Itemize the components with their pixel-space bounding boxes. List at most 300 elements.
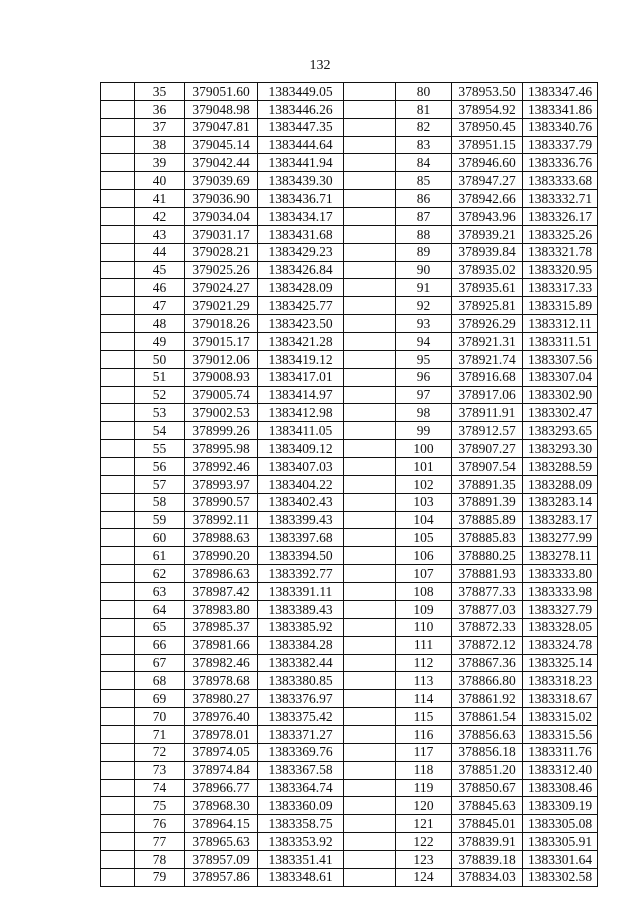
x-coordinate-cell: 379018.26	[185, 315, 258, 333]
blank-cell	[101, 833, 135, 851]
x-coordinate-cell: 378974.84	[185, 761, 258, 779]
blank-cell	[101, 190, 135, 208]
coordinate-table-right	[343, 82, 598, 887]
y-coordinate-cell: 1383426.84	[258, 261, 344, 279]
point-number-cell: 70	[135, 708, 185, 726]
x-coordinate-cell: 378985.37	[185, 618, 258, 636]
point-number-cell: 77	[135, 833, 185, 851]
point-number-cell: 52	[135, 386, 185, 404]
table-row	[344, 350, 598, 368]
table-row	[101, 565, 344, 583]
x-coordinate-cell: 378877.03	[452, 600, 523, 618]
point-number-cell: 85	[396, 172, 452, 190]
y-coordinate-cell: 1383411.05	[258, 422, 344, 440]
blank-cell	[344, 475, 396, 493]
table-row	[101, 636, 344, 654]
x-coordinate-cell: 378839.18	[452, 850, 523, 868]
point-number-cell: 120	[396, 797, 452, 815]
point-number-cell: 104	[396, 511, 452, 529]
y-coordinate-cell: 1383325.14	[523, 654, 598, 672]
y-coordinate-cell: 1383364.74	[258, 779, 344, 797]
x-coordinate-cell: 378943.96	[452, 208, 523, 226]
y-coordinate-cell: 1383283.14	[523, 493, 598, 511]
blank-cell	[101, 511, 135, 529]
table-row	[344, 725, 598, 743]
y-coordinate-cell: 1383305.91	[523, 833, 598, 851]
y-coordinate-cell: 1383419.12	[258, 350, 344, 368]
table-row	[344, 225, 598, 243]
point-number-cell: 112	[396, 654, 452, 672]
point-number-cell: 49	[135, 333, 185, 351]
table-row	[101, 797, 344, 815]
x-coordinate-cell: 378867.36	[452, 654, 523, 672]
table-row	[344, 475, 598, 493]
blank-cell	[344, 386, 396, 404]
blank-cell	[344, 422, 396, 440]
table-row	[101, 583, 344, 601]
blank-cell	[101, 100, 135, 118]
blank-cell	[344, 833, 396, 851]
y-coordinate-cell: 1383318.23	[523, 672, 598, 690]
x-coordinate-cell: 378978.68	[185, 672, 258, 690]
table-row	[101, 261, 344, 279]
x-coordinate-cell: 379039.69	[185, 172, 258, 190]
x-coordinate-cell: 378951.15	[452, 136, 523, 154]
y-coordinate-cell: 1383444.64	[258, 136, 344, 154]
y-coordinate-cell: 1383315.56	[523, 725, 598, 743]
coordinate-table-left	[100, 82, 344, 887]
table-row	[344, 368, 598, 386]
blank-cell	[344, 493, 396, 511]
table-row	[344, 279, 598, 297]
table-row	[101, 440, 344, 458]
x-coordinate-cell: 378947.27	[452, 172, 523, 190]
blank-cell	[344, 350, 396, 368]
table-row	[101, 368, 344, 386]
point-number-cell: 45	[135, 261, 185, 279]
blank-cell	[101, 315, 135, 333]
table-row	[101, 386, 344, 404]
blank-cell	[101, 279, 135, 297]
blank-cell	[101, 475, 135, 493]
blank-cell	[344, 708, 396, 726]
blank-cell	[344, 725, 396, 743]
point-number-cell: 64	[135, 600, 185, 618]
point-number-cell: 83	[396, 136, 452, 154]
x-coordinate-cell: 378839.91	[452, 833, 523, 851]
blank-cell	[101, 458, 135, 476]
y-coordinate-cell: 1383311.51	[523, 333, 598, 351]
y-coordinate-cell: 1383288.59	[523, 458, 598, 476]
point-number-cell: 96	[396, 368, 452, 386]
x-coordinate-cell: 378957.09	[185, 850, 258, 868]
x-coordinate-cell: 378957.86	[185, 868, 258, 886]
point-number-cell: 118	[396, 761, 452, 779]
x-coordinate-cell: 378834.03	[452, 868, 523, 886]
blank-cell	[101, 368, 135, 386]
blank-cell	[344, 404, 396, 422]
y-coordinate-cell: 1383397.68	[258, 529, 344, 547]
y-coordinate-cell: 1383283.17	[523, 511, 598, 529]
x-coordinate-cell: 378986.63	[185, 565, 258, 583]
blank-cell	[101, 440, 135, 458]
x-coordinate-cell: 378942.66	[452, 190, 523, 208]
table-row	[344, 529, 598, 547]
table-row	[344, 404, 598, 422]
blank-cell	[344, 815, 396, 833]
x-coordinate-cell: 378845.63	[452, 797, 523, 815]
point-number-cell: 73	[135, 761, 185, 779]
table-row	[344, 583, 598, 601]
point-number-cell: 116	[396, 725, 452, 743]
x-coordinate-cell: 378966.77	[185, 779, 258, 797]
x-coordinate-cell: 378925.81	[452, 297, 523, 315]
x-coordinate-cell: 378881.93	[452, 565, 523, 583]
blank-cell	[101, 386, 135, 404]
blank-cell	[344, 779, 396, 797]
x-coordinate-cell: 378861.92	[452, 690, 523, 708]
y-coordinate-cell: 1383305.08	[523, 815, 598, 833]
y-coordinate-cell: 1383371.27	[258, 725, 344, 743]
table-row	[101, 618, 344, 636]
point-number-cell: 36	[135, 100, 185, 118]
x-coordinate-cell: 378988.63	[185, 529, 258, 547]
x-coordinate-cell: 378917.06	[452, 386, 523, 404]
y-coordinate-cell: 1383301.64	[523, 850, 598, 868]
point-number-cell: 57	[135, 475, 185, 493]
y-coordinate-cell: 1383429.23	[258, 243, 344, 261]
x-coordinate-cell: 378872.12	[452, 636, 523, 654]
point-number-cell: 37	[135, 118, 185, 136]
x-coordinate-cell: 379008.93	[185, 368, 258, 386]
table-row	[344, 743, 598, 761]
x-coordinate-cell: 378981.66	[185, 636, 258, 654]
blank-cell	[101, 672, 135, 690]
x-coordinate-cell: 379005.74	[185, 386, 258, 404]
table-row	[101, 725, 344, 743]
table-row	[344, 815, 598, 833]
y-coordinate-cell: 1383324.78	[523, 636, 598, 654]
y-coordinate-cell: 1383389.43	[258, 600, 344, 618]
blank-cell	[344, 654, 396, 672]
point-number-cell: 124	[396, 868, 452, 886]
y-coordinate-cell: 1383312.11	[523, 315, 598, 333]
y-coordinate-cell: 1383315.89	[523, 297, 598, 315]
point-number-cell: 54	[135, 422, 185, 440]
y-coordinate-cell: 1383391.11	[258, 583, 344, 601]
x-coordinate-cell: 378856.18	[452, 743, 523, 761]
y-coordinate-cell: 1383436.71	[258, 190, 344, 208]
blank-cell	[101, 690, 135, 708]
y-coordinate-cell: 1383421.28	[258, 333, 344, 351]
y-coordinate-cell: 1383423.50	[258, 315, 344, 333]
x-coordinate-cell: 378993.97	[185, 475, 258, 493]
point-number-cell: 119	[396, 779, 452, 797]
y-coordinate-cell: 1383431.68	[258, 225, 344, 243]
point-number-cell: 91	[396, 279, 452, 297]
point-number-cell: 38	[135, 136, 185, 154]
x-coordinate-cell: 378885.89	[452, 511, 523, 529]
blank-cell	[344, 440, 396, 458]
y-coordinate-cell: 1383358.75	[258, 815, 344, 833]
point-number-cell: 60	[135, 529, 185, 547]
x-coordinate-cell: 378964.15	[185, 815, 258, 833]
blank-cell	[101, 350, 135, 368]
table-row	[101, 654, 344, 672]
point-number-cell: 63	[135, 583, 185, 601]
blank-cell	[344, 636, 396, 654]
blank-cell	[344, 600, 396, 618]
x-coordinate-cell: 378851.20	[452, 761, 523, 779]
point-number-cell: 74	[135, 779, 185, 797]
point-number-cell: 108	[396, 583, 452, 601]
x-coordinate-cell: 378850.67	[452, 779, 523, 797]
blank-cell	[101, 243, 135, 261]
x-coordinate-cell: 378974.05	[185, 743, 258, 761]
x-coordinate-cell: 378983.80	[185, 600, 258, 618]
point-number-cell: 69	[135, 690, 185, 708]
blank-cell	[101, 815, 135, 833]
x-coordinate-cell: 378992.46	[185, 458, 258, 476]
point-number-cell: 98	[396, 404, 452, 422]
point-number-cell: 106	[396, 547, 452, 565]
table-row	[344, 100, 598, 118]
blank-cell	[344, 261, 396, 279]
table-row	[344, 208, 598, 226]
table-row	[101, 190, 344, 208]
x-coordinate-cell: 378939.84	[452, 243, 523, 261]
blank-cell	[344, 190, 396, 208]
x-coordinate-cell: 378978.01	[185, 725, 258, 743]
table-row	[101, 815, 344, 833]
point-number-cell: 46	[135, 279, 185, 297]
table-row	[101, 100, 344, 118]
point-number-cell: 117	[396, 743, 452, 761]
point-number-cell: 100	[396, 440, 452, 458]
y-coordinate-cell: 1383333.80	[523, 565, 598, 583]
blank-cell	[344, 565, 396, 583]
y-coordinate-cell: 1383428.09	[258, 279, 344, 297]
x-coordinate-cell: 378965.63	[185, 833, 258, 851]
blank-cell	[344, 118, 396, 136]
table-row	[344, 261, 598, 279]
x-coordinate-cell: 379042.44	[185, 154, 258, 172]
point-number-cell: 41	[135, 190, 185, 208]
y-coordinate-cell: 1383385.92	[258, 618, 344, 636]
point-number-cell: 55	[135, 440, 185, 458]
blank-cell	[101, 850, 135, 868]
point-number-cell: 115	[396, 708, 452, 726]
y-coordinate-cell: 1383320.95	[523, 261, 598, 279]
x-coordinate-cell: 378999.26	[185, 422, 258, 440]
table-row	[344, 600, 598, 618]
x-coordinate-cell: 379045.14	[185, 136, 258, 154]
table-row	[344, 690, 598, 708]
point-number-cell: 62	[135, 565, 185, 583]
point-number-cell: 59	[135, 511, 185, 529]
point-number-cell: 89	[396, 243, 452, 261]
blank-cell	[344, 458, 396, 476]
point-number-cell: 40	[135, 172, 185, 190]
blank-cell	[344, 297, 396, 315]
blank-cell	[344, 743, 396, 761]
table-row	[101, 493, 344, 511]
point-number-cell: 90	[396, 261, 452, 279]
y-coordinate-cell: 1383409.12	[258, 440, 344, 458]
point-number-cell: 113	[396, 672, 452, 690]
table-row	[344, 333, 598, 351]
table-row	[344, 779, 598, 797]
y-coordinate-cell: 1383446.26	[258, 100, 344, 118]
point-number-cell: 121	[396, 815, 452, 833]
point-number-cell: 51	[135, 368, 185, 386]
blank-cell	[101, 172, 135, 190]
x-coordinate-cell: 378845.01	[452, 815, 523, 833]
point-number-cell: 105	[396, 529, 452, 547]
blank-cell	[344, 761, 396, 779]
x-coordinate-cell: 378891.35	[452, 475, 523, 493]
y-coordinate-cell: 1383347.46	[523, 83, 598, 101]
x-coordinate-cell: 378992.11	[185, 511, 258, 529]
table-row	[101, 350, 344, 368]
point-number-cell: 39	[135, 154, 185, 172]
table-row	[101, 690, 344, 708]
y-coordinate-cell: 1383392.77	[258, 565, 344, 583]
table-row	[101, 511, 344, 529]
point-number-cell: 101	[396, 458, 452, 476]
point-number-cell: 44	[135, 243, 185, 261]
point-number-cell: 65	[135, 618, 185, 636]
table-row	[101, 600, 344, 618]
y-coordinate-cell: 1383449.05	[258, 83, 344, 101]
x-coordinate-cell: 379002.53	[185, 404, 258, 422]
blank-cell	[101, 743, 135, 761]
blank-cell	[344, 511, 396, 529]
x-coordinate-cell: 378921.31	[452, 333, 523, 351]
x-coordinate-cell: 378954.92	[452, 100, 523, 118]
y-coordinate-cell: 1383351.41	[258, 850, 344, 868]
x-coordinate-cell: 378939.21	[452, 225, 523, 243]
blank-cell	[101, 797, 135, 815]
table-row	[101, 458, 344, 476]
y-coordinate-cell: 1383394.50	[258, 547, 344, 565]
blank-cell	[344, 583, 396, 601]
point-number-cell: 67	[135, 654, 185, 672]
y-coordinate-cell: 1383382.44	[258, 654, 344, 672]
point-number-cell: 79	[135, 868, 185, 886]
table-row	[344, 154, 598, 172]
point-number-cell: 53	[135, 404, 185, 422]
point-number-cell: 109	[396, 600, 452, 618]
blank-cell	[101, 583, 135, 601]
y-coordinate-cell: 1383315.02	[523, 708, 598, 726]
point-number-cell: 107	[396, 565, 452, 583]
table-row	[101, 422, 344, 440]
x-coordinate-cell: 379025.26	[185, 261, 258, 279]
blank-cell	[101, 225, 135, 243]
point-number-cell: 71	[135, 725, 185, 743]
table-row	[101, 136, 344, 154]
x-coordinate-cell: 379047.81	[185, 118, 258, 136]
y-coordinate-cell: 1383333.68	[523, 172, 598, 190]
y-coordinate-cell: 1383434.17	[258, 208, 344, 226]
point-number-cell: 48	[135, 315, 185, 333]
x-coordinate-cell: 378891.39	[452, 493, 523, 511]
point-number-cell: 68	[135, 672, 185, 690]
x-coordinate-cell: 378990.20	[185, 547, 258, 565]
point-number-cell: 110	[396, 618, 452, 636]
table-row	[344, 386, 598, 404]
y-coordinate-cell: 1383441.94	[258, 154, 344, 172]
point-number-cell: 58	[135, 493, 185, 511]
table-row	[101, 297, 344, 315]
point-number-cell: 50	[135, 350, 185, 368]
table-row	[344, 761, 598, 779]
blank-cell	[101, 565, 135, 583]
blank-cell	[344, 154, 396, 172]
point-number-cell: 92	[396, 297, 452, 315]
y-coordinate-cell: 1383340.76	[523, 118, 598, 136]
blank-cell	[344, 547, 396, 565]
point-number-cell: 103	[396, 493, 452, 511]
coordinate-table-right-body	[344, 83, 598, 887]
blank-cell	[344, 368, 396, 386]
y-coordinate-cell: 1383375.42	[258, 708, 344, 726]
blank-cell	[344, 797, 396, 815]
table-row	[344, 83, 598, 101]
y-coordinate-cell: 1383380.85	[258, 672, 344, 690]
x-coordinate-cell: 378907.54	[452, 458, 523, 476]
y-coordinate-cell: 1383302.47	[523, 404, 598, 422]
y-coordinate-cell: 1383412.98	[258, 404, 344, 422]
point-number-cell: 61	[135, 547, 185, 565]
y-coordinate-cell: 1383293.30	[523, 440, 598, 458]
x-coordinate-cell: 379031.17	[185, 225, 258, 243]
point-number-cell: 81	[396, 100, 452, 118]
x-coordinate-cell: 378976.40	[185, 708, 258, 726]
blank-cell	[344, 136, 396, 154]
y-coordinate-cell: 1383333.98	[523, 583, 598, 601]
table-row	[101, 475, 344, 493]
x-coordinate-cell: 378885.83	[452, 529, 523, 547]
x-coordinate-cell: 378916.68	[452, 368, 523, 386]
point-number-cell: 88	[396, 225, 452, 243]
blank-cell	[101, 654, 135, 672]
blank-cell	[101, 297, 135, 315]
blank-cell	[101, 422, 135, 440]
x-coordinate-cell: 378861.54	[452, 708, 523, 726]
y-coordinate-cell: 1383336.76	[523, 154, 598, 172]
point-number-cell: 56	[135, 458, 185, 476]
y-coordinate-cell: 1383337.79	[523, 136, 598, 154]
blank-cell	[344, 618, 396, 636]
table-row	[344, 797, 598, 815]
point-number-cell: 114	[396, 690, 452, 708]
blank-cell	[101, 725, 135, 743]
y-coordinate-cell: 1383348.61	[258, 868, 344, 886]
blank-cell	[101, 333, 135, 351]
x-coordinate-cell: 379024.27	[185, 279, 258, 297]
y-coordinate-cell: 1383307.56	[523, 350, 598, 368]
y-coordinate-cell: 1383308.46	[523, 779, 598, 797]
blank-cell	[344, 100, 396, 118]
point-number-cell: 95	[396, 350, 452, 368]
y-coordinate-cell: 1383360.09	[258, 797, 344, 815]
y-coordinate-cell: 1383341.86	[523, 100, 598, 118]
y-coordinate-cell: 1383321.78	[523, 243, 598, 261]
table-row	[101, 672, 344, 690]
blank-cell	[101, 600, 135, 618]
